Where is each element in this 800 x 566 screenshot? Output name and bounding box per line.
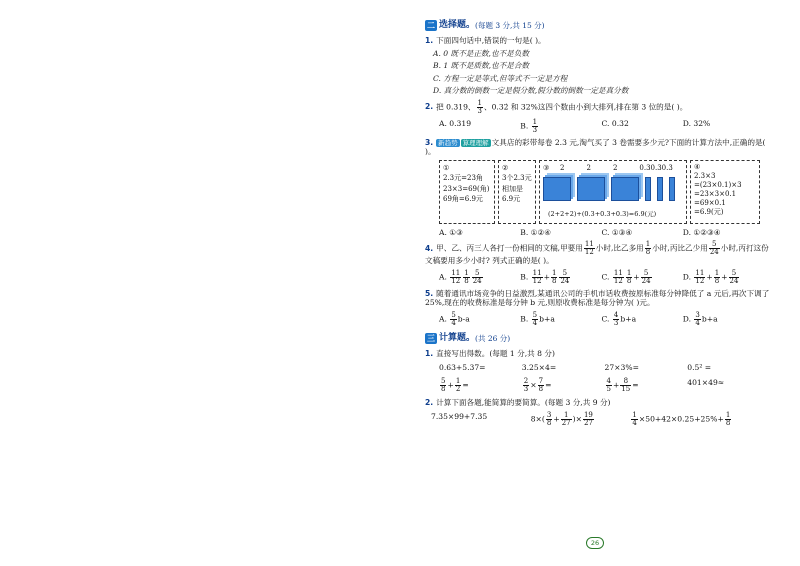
option-d[interactable]: D. $\frac{3}{4}$ b+a [682,310,718,327]
calc-item[interactable]: $\frac{2}{3}$ × $\frac{7}{8}$ = [523,376,552,393]
question-stem-c: 小时,丙比乙少用 [652,243,708,253]
option-b[interactable]: B. ①②④ [520,227,552,237]
block-unit [543,177,571,201]
question-4 [425,241,770,284]
fraction: $\frac{1}{8}$ [645,240,651,257]
section-title: 计算题。 [439,332,476,343]
question-stem: 随着通讯市场竞争的日益激烈,某通讯公司的手机市话收费按原标准每分钟降低了 a 元后,再次下调了 25%,现在的收费标准是每分钟 b 元,则原收费标准是每分钟为( )元。 [425,288,770,308]
method-boxes [439,160,770,224]
section-score: (共 26 分) [475,333,511,343]
option-d[interactable]: D. $\frac{11}{12}$ + $\frac{1}{8}$ + $\frac{5}{24}$ [682,268,739,285]
section-score: (每题 3 分,共 15 分) [475,20,545,30]
block-tenth [669,177,675,201]
calc-item[interactable]: 3.25×4= [521,363,557,373]
question-number: 3. [425,137,434,147]
place-value-blocks [543,177,683,201]
question-number: 5. [425,288,434,298]
option-c[interactable]: C. $\frac{11}{12}$ $\frac{1}{8}$ + $\frac{5}{24}$ [601,268,651,285]
question-stem: 计算下面各题,能简算的要简算。(每题 3 分,共 9 分) [436,397,611,407]
question-number: 2. [425,102,434,112]
option-a[interactable]: A. $\frac{5}{4}$ b-a [439,310,470,327]
calc-item[interactable]: 27×3%= [604,363,639,373]
tag-reasoning: 算理理解 [462,138,489,147]
section-calc-header [425,333,770,344]
fraction: $\frac{5}{24}$ [709,240,719,257]
option-row [439,228,770,237]
option-a[interactable]: A. 0.319 [439,118,472,128]
block-unit [577,177,605,201]
option-d[interactable]: D. 32% [682,118,711,128]
calc-expression-1[interactable]: 7.35×99+7.35 [431,412,488,422]
section-badge: 二 [427,21,435,31]
calc-item[interactable]: 0.5² = [687,363,712,373]
calc-question-2 [425,398,770,427]
question-5 [425,289,770,327]
calc-row [439,378,770,393]
question-stem: 文具店的彩带每卷 2.3 元,淘气买了 3 卷需要多少元?下面的计算方法中,正确的是( )。 [425,137,766,157]
question-number: 4. [425,243,434,253]
question-stem-a: 把 0.319、 [436,102,476,112]
method-box-3: ③ 2 2 2 0.30.30.3 (2+2+2)+(0.3+0.3+0.3)=6.9(元) [539,160,687,224]
calc-item[interactable]: 401×49≈ [687,377,725,387]
option-b[interactable]: B. $\frac{1}{3}$ [520,117,538,134]
option-list [425,49,770,96]
option-d[interactable]: D. ①②③④ [682,227,721,237]
question-stem-a: 甲、乙、丙三人各打一份相同的文稿,甲要用 [436,243,583,253]
question-2 [425,100,770,134]
question-stem: 下面四句话中,错误的一句是( )。 [436,36,546,46]
block-equation: (2+2+2)+(0.3+0.3+0.3)=6.9(元) [548,209,657,218]
fraction: $\frac{1}{3}$ [477,98,482,115]
section-choice-header [425,20,770,31]
option-c[interactable]: C. ①③④ [601,227,633,237]
block-labels: 2 2 2 0.30.30.3 [560,163,673,172]
worksheet [425,20,770,432]
question-number: 1. [425,348,434,358]
calc-expression-2[interactable]: 8×( $\frac{3}{8}$ + $\frac{1}{27}$ )× $\frac{19}{27}$ [530,411,593,428]
tag-new-trend: 新趋势 [438,138,458,147]
calc-item[interactable]: $\frac{5}{8}$ + $\frac{1}{2}$ = [441,376,469,393]
question-stem: 直接写出得数。(每题 1 分,共 8 分) [436,348,555,358]
option-b[interactable]: B. $\frac{11}{12}$ + $\frac{1}{8}$ $\frac{5}{24}$ [520,268,570,285]
option-row [439,270,770,285]
option-a[interactable]: A. $\frac{11}{12}$ $\frac{1}{8}$ $\frac{5}{24}$ [439,268,482,285]
option-d[interactable]: D. 真分数的倒数一定是假分数,假分数的倒数一定是真分数 [433,86,629,96]
block-tenth [645,177,651,201]
block-unit [611,177,639,201]
method-box-2: ② 3个2.3元 相加是 6.9元 [498,160,536,224]
option-a[interactable]: A. ①③ [439,227,463,237]
option-c[interactable]: C. $\frac{4}{3}$ b+a [601,310,637,327]
method-box-1: ① 2.3元=23角 23×3=69(角) 69角=6.9元 [439,160,495,224]
question-stem-d: 小时,丙打这份文稿要用多少小时? 列式正确的是( )。 [425,243,769,266]
calc-row [439,363,770,372]
option-b[interactable]: B. $\frac{5}{4}$ b+a [520,310,555,327]
question-1 [425,36,770,95]
question-stem-b: 小时,比乙多用 [595,243,644,253]
question-number: 2. [425,397,434,407]
calc-row [431,412,770,427]
fraction: $\frac{11}{12}$ [584,240,594,257]
section-title: 选择题。 [439,20,476,30]
page-number: 26 [586,537,604,549]
question-number: 1. [425,36,434,46]
question-stem-b: 、0.32̇ 和 32%这四个数由小到大排列,排在第 3 位的是( )。 [483,102,688,112]
option-c[interactable]: C. 0.32 [601,118,629,128]
option-c[interactable]: C. 方程一定是等式,但等式不一定是方程 [433,73,568,83]
option-row [439,312,770,327]
block-tenth [657,177,663,201]
option-a[interactable]: A. 0 既不是正数,也不是负数 [433,48,529,58]
option-row [439,119,770,134]
question-3 [425,138,770,237]
calc-item[interactable]: $\frac{4}{5}$ + $\frac{8}{15}$ = [606,376,639,393]
calc-expression-3[interactable]: $\frac{1}{4}$ ×50+42×0.25+25%+ $\frac{1}{8}$ [632,411,731,428]
method-box-4: ④ 2.3×3 =(23×0.1)×3 =23×3×0.1 =69×0.1 =6.9(元) [690,160,760,224]
calc-question-1 [425,349,770,393]
section-badge: 三 [427,333,435,343]
option-b[interactable]: B. 1 既不是质数,也不是合数 [433,61,530,71]
calc-item[interactable]: 0.63+5.37= [439,363,486,373]
